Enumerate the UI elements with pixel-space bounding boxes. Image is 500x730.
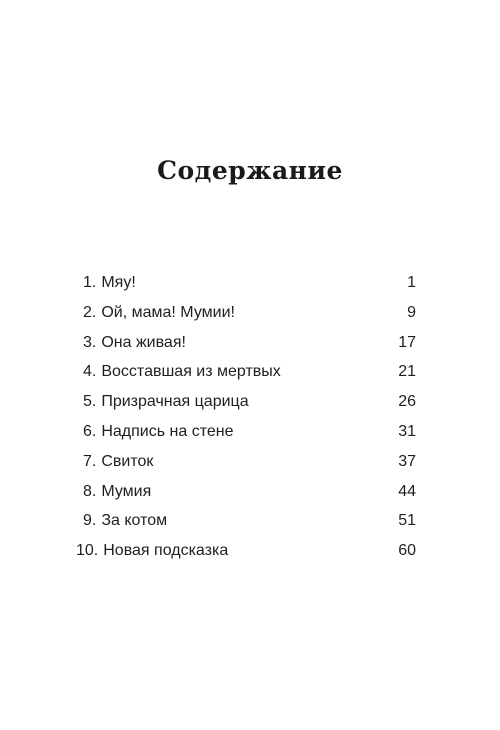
toc-entry	[76, 506, 416, 536]
toc-entry	[76, 268, 416, 298]
toc-entry	[76, 477, 416, 507]
toc-entry	[76, 447, 416, 477]
entry-page: 26	[398, 393, 416, 411]
entry-title: За котом	[101, 512, 168, 530]
toc-entry	[76, 536, 416, 566]
entry-number: 3.	[83, 333, 97, 351]
entry-title: Она живая!	[101, 333, 186, 351]
entry-number: 6.	[83, 422, 97, 440]
toc-entry	[76, 328, 416, 358]
entry-number: 4.	[83, 363, 97, 381]
entry-page: 44	[398, 482, 416, 500]
entry-title: Новая подсказка	[103, 542, 229, 560]
entry-number: 1.	[83, 274, 97, 291]
entry-title: Призрачная царица	[101, 393, 249, 411]
entry-title: Восставшая из мертвых	[101, 363, 281, 381]
toc-entry	[76, 387, 416, 417]
entry-title: Надпись на стене	[101, 422, 234, 440]
entry-title: Мумия	[101, 482, 152, 500]
entry-page: 21	[398, 363, 416, 381]
page-title: Содержание	[157, 156, 343, 185]
entry-title: Свиток	[101, 452, 154, 470]
toc-entry	[76, 298, 416, 328]
entry-number: 10.	[76, 542, 99, 560]
entry-number: 5.	[83, 393, 97, 411]
table-of-contents	[76, 268, 416, 566]
entry-title: Мяу!	[101, 274, 136, 291]
toc-entry	[76, 417, 416, 447]
entry-page: 60	[398, 542, 416, 560]
entry-number: 7.	[83, 452, 97, 470]
toc-entry	[76, 357, 416, 387]
entry-page: 9	[407, 303, 416, 321]
entry-number: 9.	[83, 512, 97, 530]
entry-title: Ой, мама! Мумии!	[101, 303, 235, 321]
entry-page: 31	[398, 422, 416, 440]
entry-page: 1	[407, 274, 416, 291]
entry-page: 17	[398, 333, 416, 351]
entry-number: 2.	[83, 303, 97, 321]
entry-number: 8.	[83, 482, 97, 500]
entry-page: 51	[398, 512, 416, 530]
entry-page: 37	[398, 452, 416, 470]
